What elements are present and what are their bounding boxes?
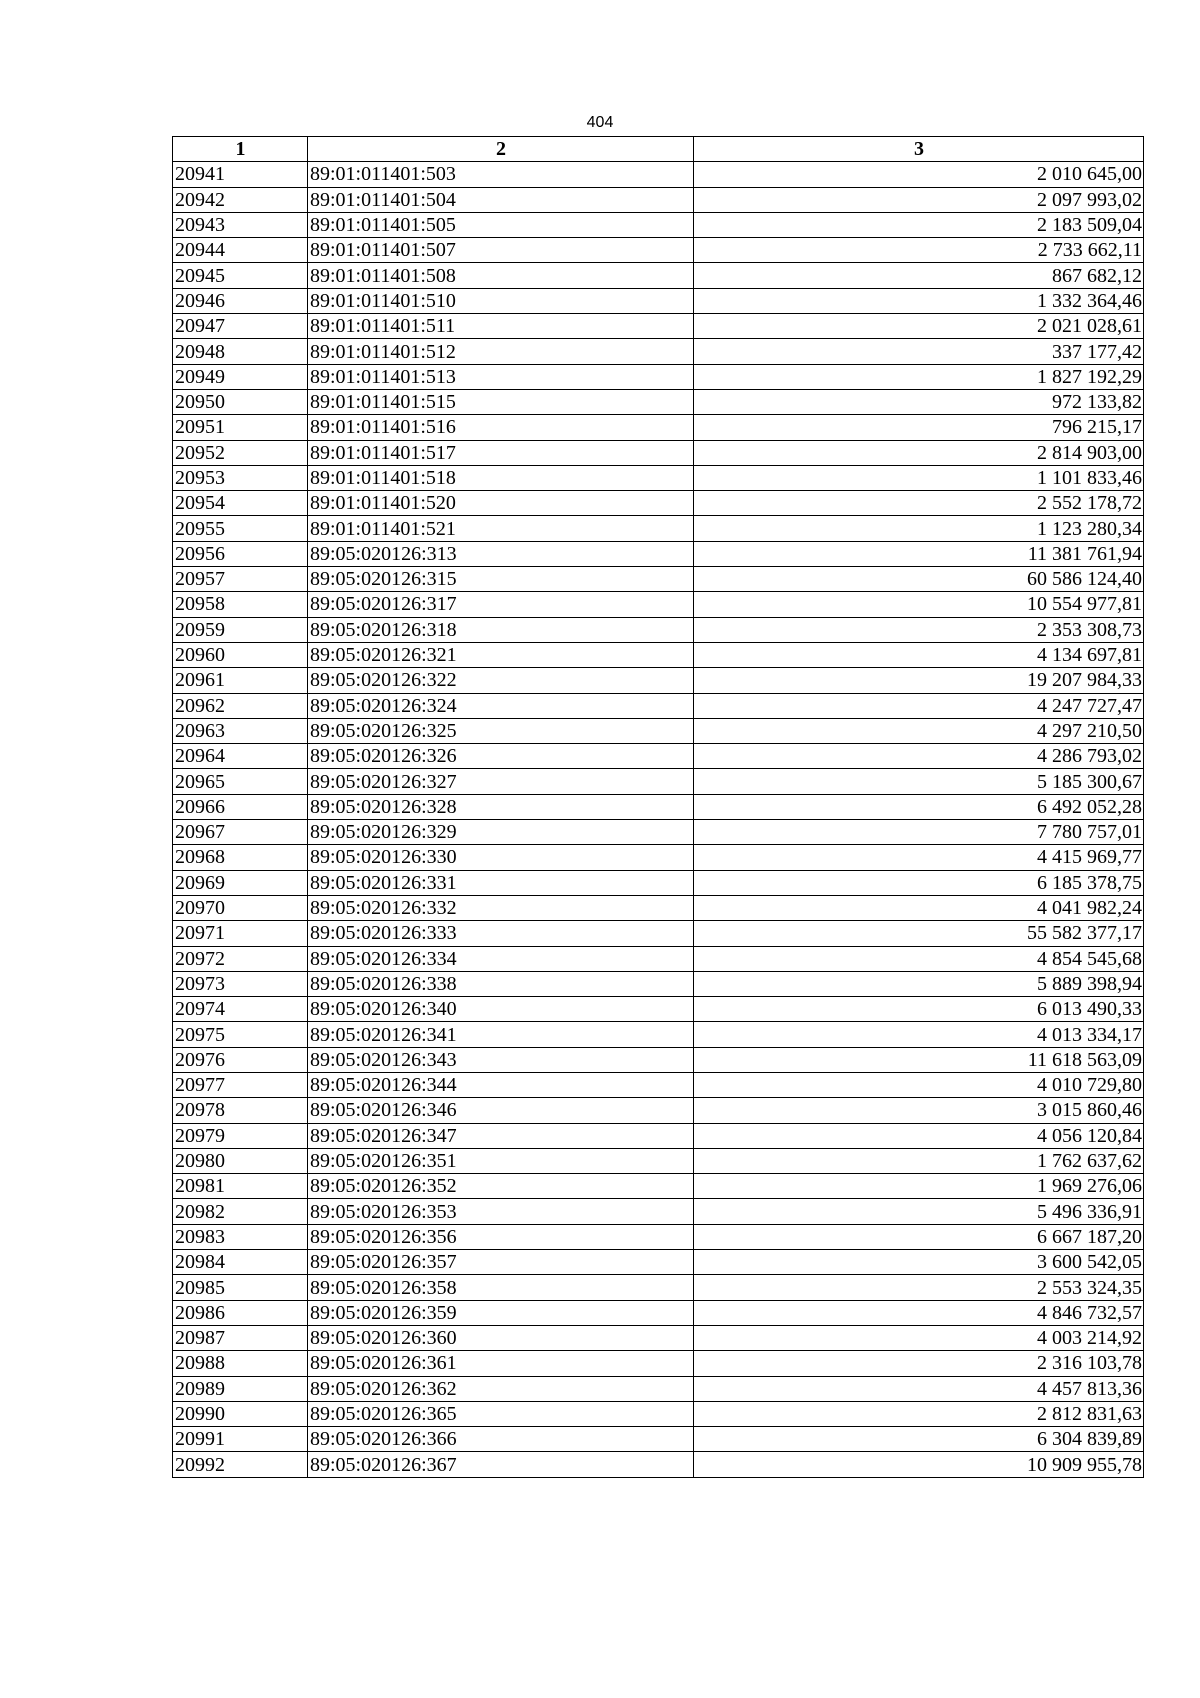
table-row — [173, 1174, 1144, 1199]
cadastral-number-cell: 89:05:020126:313 — [308, 541, 694, 566]
cadastral-number-cell: 89:05:020126:365 — [308, 1401, 694, 1426]
cadastral-number-cell: 89:01:011401:503 — [308, 162, 694, 187]
table-row — [173, 212, 1144, 237]
row-number-cell: 20972 — [173, 946, 308, 971]
cadastral-number-cell: 89:01:011401:516 — [308, 415, 694, 440]
row-number-cell: 20989 — [173, 1376, 308, 1401]
cadastral-value-cell: 1 332 364,46 — [694, 288, 1144, 313]
table-row — [173, 516, 1144, 541]
table-row — [173, 339, 1144, 364]
row-number-cell: 20976 — [173, 1047, 308, 1072]
cadastral-value-cell: 7 780 757,01 — [694, 820, 1144, 845]
cadastral-number-cell: 89:05:020126:366 — [308, 1427, 694, 1452]
cadastral-value-cell: 4 041 982,24 — [694, 895, 1144, 920]
cadastral-number-cell: 89:05:020126:353 — [308, 1199, 694, 1224]
cadastral-number-cell: 89:05:020126:358 — [308, 1275, 694, 1300]
cadastral-value-cell: 1 762 637,62 — [694, 1148, 1144, 1173]
row-number-cell: 20967 — [173, 820, 308, 845]
cadastral-value-cell: 1 969 276,06 — [694, 1174, 1144, 1199]
row-number-cell: 20941 — [173, 162, 308, 187]
cadastral-value-cell: 11 381 761,94 — [694, 541, 1144, 566]
cadastral-number-cell: 89:05:020126:331 — [308, 870, 694, 895]
cadastral-value-cell: 4 056 120,84 — [694, 1123, 1144, 1148]
row-number-cell: 20945 — [173, 263, 308, 288]
row-number-cell: 20983 — [173, 1224, 308, 1249]
column-header-1: 1 — [173, 137, 308, 162]
cadastral-value-cell: 5 496 336,91 — [694, 1199, 1144, 1224]
table-row — [173, 668, 1144, 693]
table-row — [173, 693, 1144, 718]
cadastral-number-cell: 89:01:011401:505 — [308, 212, 694, 237]
row-number-cell: 20958 — [173, 592, 308, 617]
cadastral-value-cell: 2 097 993,02 — [694, 187, 1144, 212]
cadastral-value-table — [172, 136, 1144, 1478]
table-row — [173, 1047, 1144, 1072]
cadastral-value-cell: 2 183 509,04 — [694, 212, 1144, 237]
table-row — [173, 1452, 1144, 1477]
cadastral-number-cell: 89:05:020126:357 — [308, 1250, 694, 1275]
cadastral-number-cell: 89:05:020126:330 — [308, 845, 694, 870]
cadastral-number-cell: 89:05:020126:351 — [308, 1148, 694, 1173]
table-row — [173, 389, 1144, 414]
row-number-cell: 20954 — [173, 491, 308, 516]
cadastral-value-cell: 5 185 300,67 — [694, 769, 1144, 794]
cadastral-number-cell: 89:01:011401:520 — [308, 491, 694, 516]
cadastral-value-cell: 2 316 103,78 — [694, 1351, 1144, 1376]
cadastral-number-cell: 89:01:011401:512 — [308, 339, 694, 364]
row-number-cell: 20951 — [173, 415, 308, 440]
row-number-cell: 20957 — [173, 567, 308, 592]
row-number-cell: 20971 — [173, 921, 308, 946]
row-number-cell: 20966 — [173, 794, 308, 819]
row-number-cell: 20944 — [173, 238, 308, 263]
cadastral-number-cell: 89:05:020126:343 — [308, 1047, 694, 1072]
cadastral-value-cell: 4 003 214,92 — [694, 1325, 1144, 1350]
cadastral-number-cell: 89:05:020126:333 — [308, 921, 694, 946]
cadastral-value-cell: 4 247 727,47 — [694, 693, 1144, 718]
cadastral-value-cell: 6 304 839,89 — [694, 1427, 1144, 1452]
row-number-cell: 20979 — [173, 1123, 308, 1148]
cadastral-number-cell: 89:05:020126:325 — [308, 718, 694, 743]
row-number-cell: 20961 — [173, 668, 308, 693]
cadastral-value-cell: 4 013 334,17 — [694, 1022, 1144, 1047]
table-row — [173, 491, 1144, 516]
header-row — [173, 137, 1144, 162]
table-row — [173, 263, 1144, 288]
cadastral-value-cell: 1 123 280,34 — [694, 516, 1144, 541]
cadastral-number-cell: 89:05:020126:332 — [308, 895, 694, 920]
cadastral-number-cell: 89:05:020126:327 — [308, 769, 694, 794]
cadastral-number-cell: 89:05:020126:347 — [308, 1123, 694, 1148]
cadastral-value-cell: 2 733 662,11 — [694, 238, 1144, 263]
table-row — [173, 870, 1144, 895]
row-number-cell: 20990 — [173, 1401, 308, 1426]
column-header-2: 2 — [308, 137, 694, 162]
table-row — [173, 288, 1144, 313]
table-row — [173, 921, 1144, 946]
cadastral-number-cell: 89:05:020126:361 — [308, 1351, 694, 1376]
table-row — [173, 592, 1144, 617]
cadastral-value-cell: 6 013 490,33 — [694, 997, 1144, 1022]
cadastral-value-cell: 2 353 308,73 — [694, 617, 1144, 642]
row-number-cell: 20987 — [173, 1325, 308, 1350]
cadastral-value-cell: 3 015 860,46 — [694, 1098, 1144, 1123]
cadastral-number-cell: 89:05:020126:341 — [308, 1022, 694, 1047]
cadastral-number-cell: 89:01:011401:510 — [308, 288, 694, 313]
cadastral-number-cell: 89:01:011401:517 — [308, 440, 694, 465]
cadastral-number-cell: 89:05:020126:321 — [308, 642, 694, 667]
row-number-cell: 20970 — [173, 895, 308, 920]
row-number-cell: 20952 — [173, 440, 308, 465]
cadastral-value-cell: 972 133,82 — [694, 389, 1144, 414]
row-number-cell: 20977 — [173, 1072, 308, 1097]
cadastral-value-cell: 2 010 645,00 — [694, 162, 1144, 187]
cadastral-value-cell: 867 682,12 — [694, 263, 1144, 288]
cadastral-number-cell: 89:05:020126:324 — [308, 693, 694, 718]
cadastral-value-cell: 5 889 398,94 — [694, 971, 1144, 996]
table-row — [173, 1325, 1144, 1350]
cadastral-value-cell: 2 552 178,72 — [694, 491, 1144, 516]
cadastral-number-cell: 89:05:020126:362 — [308, 1376, 694, 1401]
table-row — [173, 162, 1144, 187]
row-number-cell: 20959 — [173, 617, 308, 642]
cadastral-value-cell: 10 554 977,81 — [694, 592, 1144, 617]
row-number-cell: 20985 — [173, 1275, 308, 1300]
cadastral-number-cell: 89:05:020126:344 — [308, 1072, 694, 1097]
table-row — [173, 314, 1144, 339]
row-number-cell: 20948 — [173, 339, 308, 364]
row-number-cell: 20992 — [173, 1452, 308, 1477]
cadastral-number-cell: 89:05:020126:334 — [308, 946, 694, 971]
table-row — [173, 238, 1144, 263]
table-row — [173, 946, 1144, 971]
cadastral-number-cell: 89:05:020126:322 — [308, 668, 694, 693]
row-number-cell: 20964 — [173, 744, 308, 769]
table-row — [173, 744, 1144, 769]
table-row — [173, 1250, 1144, 1275]
table-row — [173, 440, 1144, 465]
cadastral-value-cell: 4 457 813,36 — [694, 1376, 1144, 1401]
cadastral-number-cell: 89:05:020126:326 — [308, 744, 694, 769]
table-row — [173, 1376, 1144, 1401]
cadastral-number-cell: 89:01:011401:511 — [308, 314, 694, 339]
cadastral-number-cell: 89:01:011401:521 — [308, 516, 694, 541]
table-row — [173, 1275, 1144, 1300]
table-row — [173, 617, 1144, 642]
table-row — [173, 364, 1144, 389]
cadastral-number-cell: 89:01:011401:504 — [308, 187, 694, 212]
cadastral-value-cell: 1 827 192,29 — [694, 364, 1144, 389]
row-number-cell: 20946 — [173, 288, 308, 313]
cadastral-number-cell: 89:01:011401:518 — [308, 465, 694, 490]
cadastral-value-cell: 796 215,17 — [694, 415, 1144, 440]
table-row — [173, 1123, 1144, 1148]
row-number-cell: 20982 — [173, 1199, 308, 1224]
table-row — [173, 997, 1144, 1022]
cadastral-value-cell: 10 909 955,78 — [694, 1452, 1144, 1477]
cadastral-value-cell: 55 582 377,17 — [694, 921, 1144, 946]
table-row — [173, 642, 1144, 667]
cadastral-number-cell: 89:05:020126:338 — [308, 971, 694, 996]
cadastral-value-cell: 4 854 545,68 — [694, 946, 1144, 971]
cadastral-value-cell: 4 297 210,50 — [694, 718, 1144, 743]
row-number-cell: 20986 — [173, 1300, 308, 1325]
table-row — [173, 1072, 1144, 1097]
table-row — [173, 1427, 1144, 1452]
table-row — [173, 845, 1144, 870]
cadastral-number-cell: 89:01:011401:515 — [308, 389, 694, 414]
cadastral-number-cell: 89:05:020126:360 — [308, 1325, 694, 1350]
table-row — [173, 794, 1144, 819]
cadastral-value-cell: 6 492 052,28 — [694, 794, 1144, 819]
table-row — [173, 1351, 1144, 1376]
row-number-cell: 20969 — [173, 870, 308, 895]
row-number-cell: 20984 — [173, 1250, 308, 1275]
row-number-cell: 20973 — [173, 971, 308, 996]
table-row — [173, 1199, 1144, 1224]
table-row — [173, 1224, 1144, 1249]
cadastral-value-cell: 6 667 187,20 — [694, 1224, 1144, 1249]
table-row — [173, 718, 1144, 743]
cadastral-number-cell: 89:05:020126:359 — [308, 1300, 694, 1325]
cadastral-value-cell: 4 846 732,57 — [694, 1300, 1144, 1325]
cadastral-number-cell: 89:05:020126:315 — [308, 567, 694, 592]
row-number-cell: 20947 — [173, 314, 308, 339]
cadastral-number-cell: 89:05:020126:328 — [308, 794, 694, 819]
table-row — [173, 820, 1144, 845]
row-number-cell: 20974 — [173, 997, 308, 1022]
row-number-cell: 20981 — [173, 1174, 308, 1199]
row-number-cell: 20949 — [173, 364, 308, 389]
page-number: 404 — [586, 114, 614, 131]
cadastral-value-cell: 4 134 697,81 — [694, 642, 1144, 667]
row-number-cell: 20978 — [173, 1098, 308, 1123]
cadastral-number-cell: 89:01:011401:513 — [308, 364, 694, 389]
table-body — [173, 162, 1144, 1477]
table-row — [173, 895, 1144, 920]
cadastral-value-cell: 6 185 378,75 — [694, 870, 1144, 895]
cadastral-number-cell: 89:01:011401:508 — [308, 263, 694, 288]
table-row — [173, 187, 1144, 212]
column-header-3: 3 — [694, 137, 1144, 162]
cadastral-number-cell: 89:05:020126:346 — [308, 1098, 694, 1123]
row-number-cell: 20965 — [173, 769, 308, 794]
row-number-cell: 20950 — [173, 389, 308, 414]
row-number-cell: 20956 — [173, 541, 308, 566]
cadastral-value-cell: 4 415 969,77 — [694, 845, 1144, 870]
cadastral-number-cell: 89:05:020126:367 — [308, 1452, 694, 1477]
cadastral-value-cell: 2 814 903,00 — [694, 440, 1144, 465]
table-header — [173, 137, 1144, 162]
row-number-cell: 20975 — [173, 1022, 308, 1047]
row-number-cell: 20968 — [173, 845, 308, 870]
cadastral-value-cell: 3 600 542,05 — [694, 1250, 1144, 1275]
cadastral-value-cell: 2 553 324,35 — [694, 1275, 1144, 1300]
table-row — [173, 971, 1144, 996]
cadastral-number-cell: 89:05:020126:317 — [308, 592, 694, 617]
cadastral-value-cell: 4 010 729,80 — [694, 1072, 1144, 1097]
table-row — [173, 541, 1144, 566]
cadastral-number-cell: 89:05:020126:356 — [308, 1224, 694, 1249]
row-number-cell: 20980 — [173, 1148, 308, 1173]
cadastral-value-cell: 1 101 833,46 — [694, 465, 1144, 490]
cadastral-number-cell: 89:05:020126:340 — [308, 997, 694, 1022]
row-number-cell: 20942 — [173, 187, 308, 212]
row-number-cell: 20963 — [173, 718, 308, 743]
cadastral-value-cell: 60 586 124,40 — [694, 567, 1144, 592]
table-row — [173, 465, 1144, 490]
row-number-cell: 20988 — [173, 1351, 308, 1376]
cadastral-number-cell: 89:05:020126:329 — [308, 820, 694, 845]
cadastral-value-cell: 19 207 984,33 — [694, 668, 1144, 693]
cadastral-value-cell: 11 618 563,09 — [694, 1047, 1144, 1072]
table-row — [173, 1401, 1144, 1426]
row-number-cell: 20955 — [173, 516, 308, 541]
cadastral-value-cell: 2 021 028,61 — [694, 314, 1144, 339]
cadastral-value-cell: 4 286 793,02 — [694, 744, 1144, 769]
row-number-cell: 20962 — [173, 693, 308, 718]
cadastral-value-cell: 337 177,42 — [694, 339, 1144, 364]
table-row — [173, 769, 1144, 794]
table-row — [173, 1148, 1144, 1173]
cadastral-number-cell: 89:05:020126:318 — [308, 617, 694, 642]
table-row — [173, 1098, 1144, 1123]
cadastral-number-cell: 89:05:020126:352 — [308, 1174, 694, 1199]
table-row — [173, 415, 1144, 440]
table-row — [173, 1300, 1144, 1325]
row-number-cell: 20943 — [173, 212, 308, 237]
row-number-cell: 20960 — [173, 642, 308, 667]
cadastral-number-cell: 89:01:011401:507 — [308, 238, 694, 263]
row-number-cell: 20991 — [173, 1427, 308, 1452]
table-row — [173, 1022, 1144, 1047]
table-row — [173, 567, 1144, 592]
cadastral-value-cell: 2 812 831,63 — [694, 1401, 1144, 1426]
row-number-cell: 20953 — [173, 465, 308, 490]
